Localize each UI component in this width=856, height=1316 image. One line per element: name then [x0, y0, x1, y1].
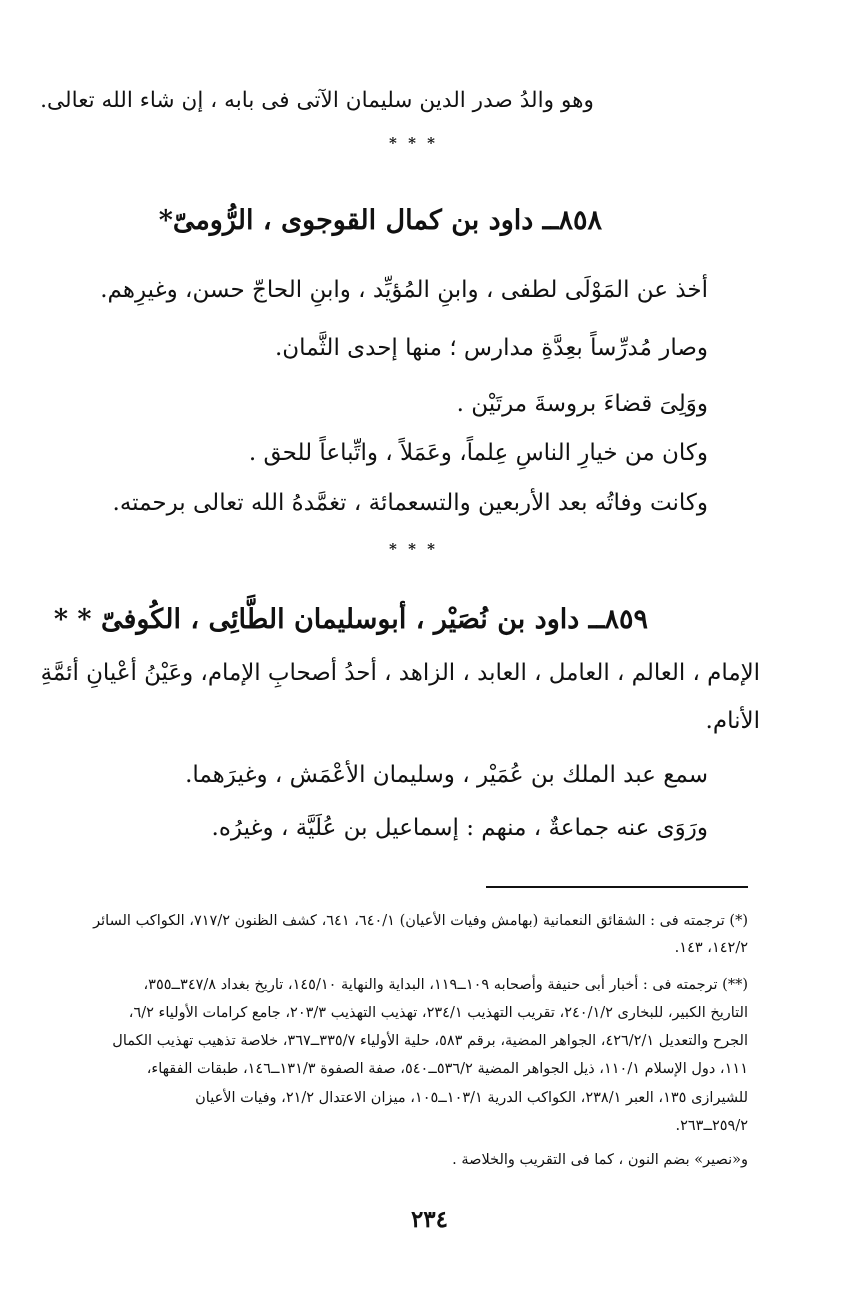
footnote-line: (**) ترجمته فى : أخبار أبى حنيفة وأصحابه ١٠٩ــ١١٩، البداية والنهاية ١٤٥/١٠، تاريخ بغداد ٣٤٧/٨ــ٣٥٥،	[143, 977, 748, 993]
entry-858-paragraph: أخذ عن المَوْلَى لطفى ، وابنِ المُؤيِّد ، وابنِ الحاجّ حسن، وغيرِهم.	[100, 277, 708, 303]
footnote-line: الجرح والتعديل ٤٢٦/٢/١، الجواهر المضية، برقم ٥٨٣، حلية الأولياء ٣٣٥/٧ــ٣٦٧، خلاصة تذهيب تهذيب الكمال	[112, 1033, 748, 1049]
section-separator: * * *	[389, 540, 438, 558]
footnote-line: و«نصير» بضم النون ، كما فى التقريب والخلاصة .	[452, 1152, 748, 1168]
intro-line: وهو والدُ صدر الدين سليمان الآتى فى بابه ، إن شاء الله تعالى.	[40, 88, 594, 113]
entry-858-paragraph: ووَلِىَ قضاءَ بروسةَ مرتَيْن .	[456, 391, 708, 417]
entry-858-paragraph: وكانت وفاتُه بعد الأربعين والتسعمائة ، تغمَّدهُ الله تعالى برحمته.	[112, 490, 708, 516]
entry-859-title: ٨٥٩ــ داود بن نُصَيْر ، أبوسليمان الطَّائِى ، الكُوفىّ * *	[53, 604, 648, 635]
entry-859-paragraph-cont: الأنام.	[705, 708, 760, 734]
footnote-line: (*) ترجمته فى : الشقائق النعمانية (بهامش وفيات الأعيان) ٦٤٠/١، ٦٤١، كشف الظنون ٧١٧/٢، الكواكب السائر	[93, 913, 748, 929]
footnote-line: ١٤٢/٢، ١٤٣.	[674, 940, 748, 956]
page-number: ٢٣٤	[410, 1206, 448, 1233]
footnote-line: ٢٥٩/٢ــ٢٦٣.	[675, 1118, 748, 1134]
entry-859-paragraph: ورَوَى عنه جماعةٌ ، منهم : إسماعيل بن عُلَيَّة ، وغيرُه.	[211, 815, 708, 841]
entry-858-title: ٨٥٨ــ داود بن كمال القوجوى ، الرُّومىّ*	[158, 205, 602, 236]
footnote-divider	[486, 886, 748, 888]
entry-858-paragraph: وصار مُدرِّساً بعِدَّةِ مدارس ؛ منها إحدى الثَّمان.	[274, 335, 708, 361]
section-separator: * * *	[389, 134, 438, 152]
entry-858-paragraph: وكان من خيارِ الناسِ عِلماً، وعَمَلاً ، واتِّباعاً للحق .	[248, 440, 708, 466]
entry-859-paragraph: سمع عبد الملك بن عُمَيْر ، وسليمان الأعْمَش ، وغيرَهما.	[185, 762, 708, 788]
entry-859-paragraph: الإمام ، العالم ، العامل ، العابد ، الزاهد ، أحدُ أصحابِ الإمام، وعَيْنُ أعْيانِ أئمَّةِ	[40, 660, 760, 686]
footnote-line: للشيرازى ١٣٥، العبر ٢٣٨/١، الكواكب الدرية ١٠٣/١ــ١٠٥، ميزان الاعتدال ٢١/٢، وفيات الأعيان	[195, 1090, 748, 1106]
footnote-line: التاريخ الكبير، للبخارى ٢٤٠/١/٢، تقريب التهذيب ٢٣٤/١، تهذيب التهذيب ٢٠٣/٣، جامع كرامات الأولياء ٦/٢،	[128, 1005, 748, 1021]
footnote-line: ١١١، دول الإسلام ١١٠/١، ذيل الجواهر المضية ٥٣٦/٢ــ٥٤٠، صفة الصفوة ١٣١/٣ــ١٤٦، طبقات الفقهاء،	[146, 1061, 748, 1077]
